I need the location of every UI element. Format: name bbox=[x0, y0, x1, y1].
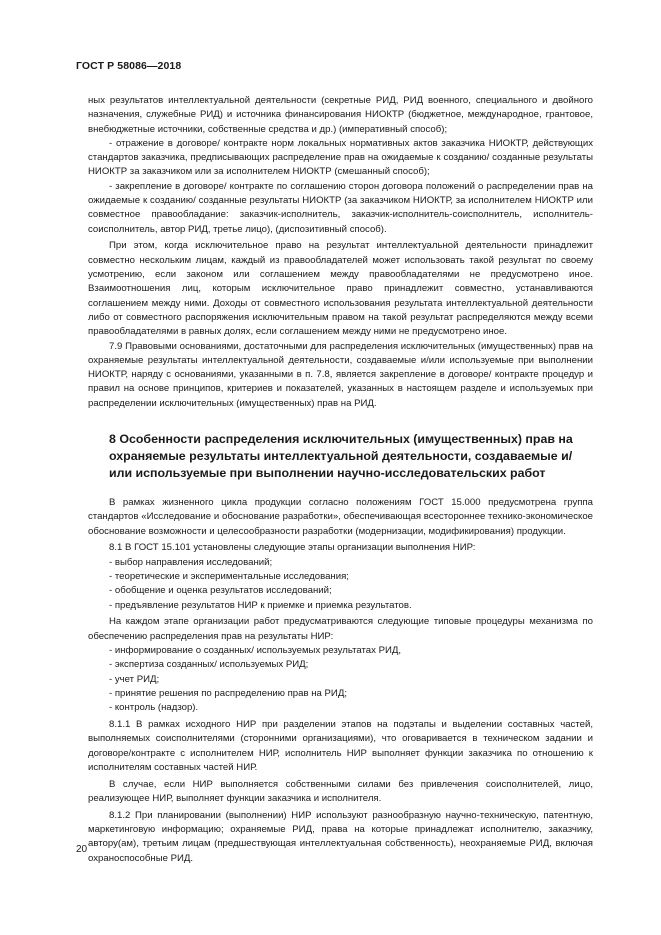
paragraph: - теоретические и экспериментальные исследования; bbox=[109, 571, 349, 583]
document-body bbox=[88, 94, 593, 866]
paragraph: - контроль (надзор). bbox=[109, 702, 199, 714]
paragraph: На каждом этапе организации работ предусматриваются следующие типовые процедуры механизма по обеспечению распределения прав на результаты НИР: bbox=[88, 616, 593, 642]
document-header: ГОСТ Р 58086—2018 bbox=[76, 60, 182, 72]
paragraph: - выбор направления исследований; bbox=[109, 556, 273, 568]
paragraph: - информирование о созданных/ используемых результатах РИД, bbox=[109, 645, 402, 656]
section-8-title: 8 Особенности распределения исключительных (имущественных) прав на охраняемые результаты интеллектуальной деятельности, создаваемые и/или используемые при выполнении научно-исследовательских работ bbox=[109, 432, 573, 481]
paragraph: 8.1.2 При планировании (выполнении) НИР используют разнообразную научно-техническую, патентную, маркетинговую информацию; охраняемые РИД, права на которые принадлежат исполнителю, заказчику, автору(ам), третьим лицам (предшествующая интеллектуальная собственность), неохраняемые РИД, включая охраноспособные РИД. bbox=[88, 809, 593, 864]
paragraph: При этом, когда исключительное право на результат интеллектуальной деятельности принадлежит совместно нескольким лицам, каждый из правообладателей может использовать такой результат по своему усмотрению, если законом или соглашением между правообладателями не предусмотрено иное. Взаимоотношения лиц, которым исключительное право принадлежит совместно, устанавливаются соглашением между ними. Доходы от совместного использования результата интеллектуальной деятельности либо от совместного распоряжения исключительным правом на такой результат распределяются между всеми правообладателями в равных долях, если соглашением между ними не предусмотрено иное. bbox=[88, 240, 593, 338]
paragraph: В рамках жизненного цикла продукции согласно положениям ГОСТ 15.000 предусмотрена группа стандартов «Исследование и обоснование разработки», обеспечивающая всестороннее технико-экономическое обоснование возможности и целесообразности разработки (модернизации, модификирования) продукции. bbox=[88, 497, 593, 537]
paragraph: 8.1 В ГОСТ 15.101 установлены следующие этапы организации выполнения НИР: bbox=[109, 542, 476, 554]
paragraph: 7.9 Правовыми основаниями, достаточными для распределения исключительных (имущественных) прав на охраняемые результаты интеллектуальной деятельности, создаваемые и/или используемые при выполнении НИОКТР, наряду с основаниями, указанными в п. 7.8, является закрепление в договоре/ контракте процедур и правил на основе принципов, критериев и показателей, указанных в настоящем разделе и используемых при распределении исключительных (имущественных) прав на РИД. bbox=[88, 340, 593, 409]
paragraph: - отражение в договоре/ контракте норм локальных нормативных актов заказчика НИОКТР, действующих стандартов заказчика, предписывающих распределение прав на ожидаемые к созданию/ созданные результаты НИОКТР за заказчиком или за исполнителем НИОКТР (смешанный способ); bbox=[88, 137, 593, 178]
paragraphs-bottom bbox=[88, 496, 593, 866]
paragraph: - предъявление результатов НИР к приемке и приемка результатов. bbox=[109, 599, 412, 611]
page-number: 20 bbox=[76, 844, 88, 855]
paragraph: - обобщение и оценка результатов исследований; bbox=[109, 585, 332, 597]
paragraph: - принятие решения по распределению прав на РИД; bbox=[109, 687, 347, 699]
paragraph: ных результатов интеллектуальной деятельности (секретные РИД, РИД военного, специального и двойного назначения, служебные РИД) и источника финансирования НИОКТР (бюджетное, международное, грантовое, внебюджетные источники, собственные средства и др.) (императивный способ); bbox=[88, 95, 593, 135]
paragraphs-top bbox=[88, 94, 593, 411]
paragraph: 8.1.1 В рамках исходного НИР при разделении этапов на подэтапы и выделении составных частей, выполняемых соисполнителями (сторонними организациями), что оговаривается в техническом задании и договоре/контракте с исполнителем НИР, исполнитель НИР выполняет функции заказчика по отношению к исполнителям составных частей НИР. bbox=[88, 718, 593, 773]
paragraph: - учет РИД; bbox=[109, 673, 160, 685]
paragraph: В случае, если НИР выполняется собственными силами без привлечения соисполнителей, лицо, реализующее НИР, выполняет функции заказчика и исполнителя. bbox=[88, 778, 593, 804]
paragraph: - закрепление в договоре/ контракте по соглашению сторон договора положений о распределении прав на ожидаемые к созданию/ созданные результаты НИОКТР (за заказчиком НИОКТР, за исполнителем НИОКТР или совместное правообладание: заказчик-исполнитель, заказчик-исполнитель-соисполнитель, исполнитель-соисполнитель, автор РИД, третье лицо), (диспозитивный способ). bbox=[88, 180, 593, 235]
paragraph: - экспертиза созданных/ используемых РИД; bbox=[109, 659, 309, 671]
